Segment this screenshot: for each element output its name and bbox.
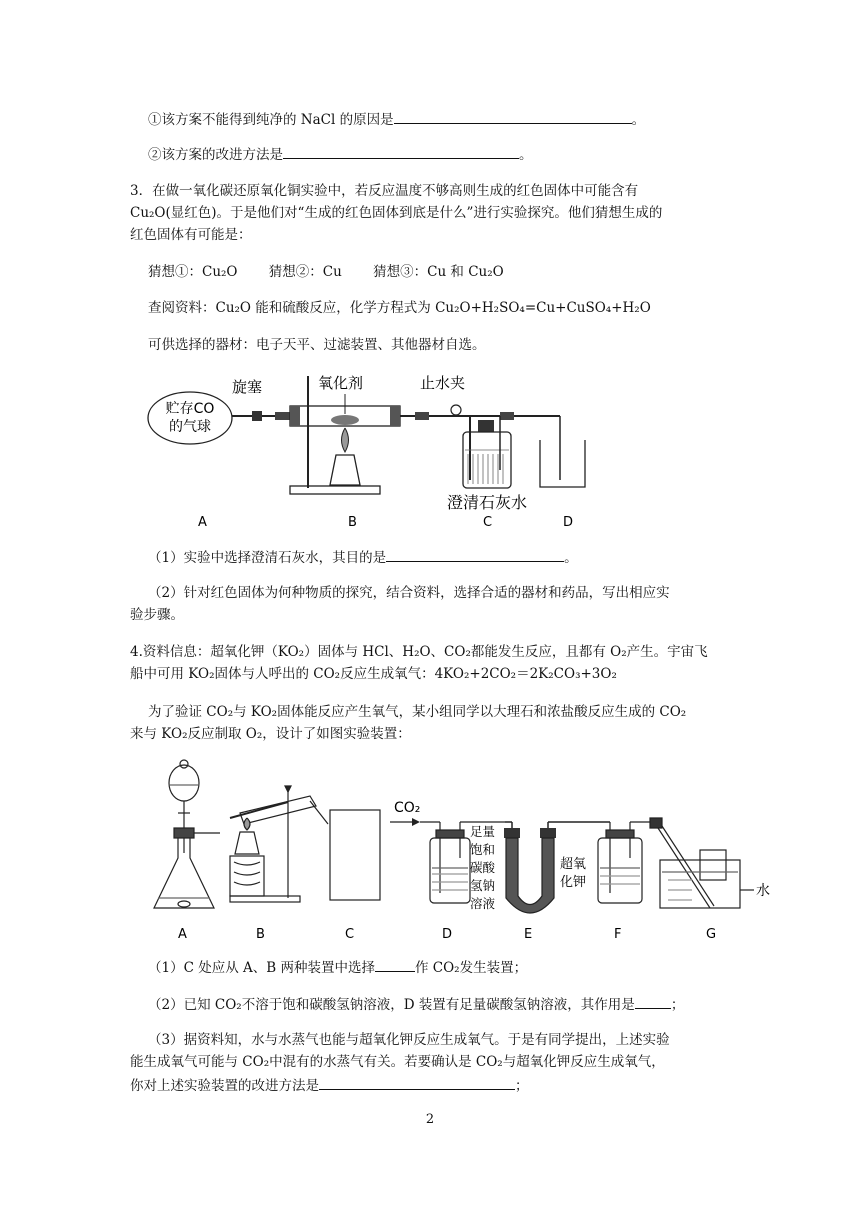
q4-purpose-line1: 为了验证 CO₂与 KO₂固体能反应产生氧气，某小组同学以大理石和浓盐酸反应生成的 CO₂ — [148, 704, 687, 720]
q3-sub1 — [148, 546, 578, 568]
q2-item2-text: ②该方案的改进方法是 — [148, 147, 283, 163]
limewater-liquid — [465, 450, 509, 484]
label-b: B — [348, 515, 357, 530]
co-balloon — [148, 392, 232, 444]
balloon-label-line1: 贮存CO — [165, 401, 215, 417]
valve — [252, 411, 262, 421]
q3-sub1-end: 。 — [564, 550, 578, 566]
label-a: A — [198, 515, 207, 530]
answer-blank[interactable] — [283, 143, 519, 159]
co2-label: CO₂ — [394, 800, 421, 816]
q4-sub3-line3-text: 你对上述实验装置的改进方法是 — [130, 1078, 319, 1094]
q3-intro-line1: 3．在做一氧化碳还原氧化铜实验中，若反应温度不够高则生成的红色固体中可能含有 — [130, 183, 639, 199]
q4-sub2 — [148, 993, 684, 1015]
water-clamp — [451, 405, 461, 415]
flame-icon — [342, 428, 349, 452]
nahco3-label-3: 氢钠 — [470, 878, 496, 893]
q4-sub3-end: ； — [515, 1078, 529, 1094]
ko2-oxygen-apparatus-diagram — [140, 758, 780, 948]
label-d: D — [563, 515, 574, 530]
stopper-left — [290, 406, 300, 426]
nahco3-label-2: 碳酸 — [470, 860, 496, 875]
clamp-label: 止水夹 — [420, 374, 466, 392]
q4-sub3-line2: 能生成氧气可能与 CO₂中混有的水蒸气有关。若要确认是 CO₂与超氧化钾反应生成氧气， — [130, 1054, 665, 1070]
q2-item1-end: 。 — [631, 112, 646, 128]
label-c: C — [345, 927, 355, 942]
rubber-joint — [275, 412, 291, 420]
q3-intro-line3: 红色固体有可能是： — [130, 227, 252, 243]
label-b: B — [256, 927, 265, 942]
q4-sub1-pre: （1）C 处应从 A、B 两种装置中选择 — [148, 960, 375, 976]
q4-sub1 — [148, 956, 527, 978]
q3-sub2-line1: （2）针对红色固体为何种物质的探究，结合资料，选择合适的器材和药品，写出相应实 — [148, 585, 670, 601]
apparatus-a — [154, 760, 220, 908]
rubber-joint-3 — [500, 412, 514, 420]
answer-blank[interactable] — [319, 1074, 515, 1090]
nahco3-label-4: 溶液 — [470, 896, 496, 911]
label-e: E — [524, 927, 533, 942]
apparatus-g — [658, 826, 754, 908]
rubber-joint-2 — [415, 412, 429, 420]
answer-blank[interactable] — [635, 993, 671, 1009]
label-a: A — [178, 927, 187, 942]
beaker — [540, 440, 585, 487]
answer-blank[interactable] — [394, 108, 632, 124]
page-number: 2 — [425, 1112, 435, 1127]
oxidant-label: 氧化剂 — [318, 374, 364, 392]
q3-intro-line2: Cu₂O(显红色)。于是他们对“生成的红色固体到底是什么”进行实验探究。他们猜想生成的 — [130, 205, 663, 221]
q4-purpose-line2: 来与 KO₂反应制取 O₂，设计了如图实验装置： — [130, 726, 411, 742]
alcohol-lamp — [330, 455, 360, 485]
limewater-label: 澄清石灰水 — [447, 493, 528, 512]
apparatus-b — [230, 786, 328, 902]
ko2-label-0: 超氧 — [560, 857, 587, 872]
answer-blank[interactable] — [386, 546, 564, 562]
nahco3-label-1: 饱和 — [470, 842, 496, 857]
label-c: C — [483, 515, 493, 530]
q4-sub3-line1: （3）据资料知，水与水蒸气也能与超氧化钾反应生成氧气。于是有同学提出，上述实验 — [148, 1032, 670, 1048]
apparatus-c-placeholder[interactable] — [330, 810, 380, 900]
q3-sub1-text: （1）实验中选择澄清石灰水，其目的是 — [148, 550, 387, 566]
q4-info-line2: 船中可用 KO₂固体与人呼出的 CO₂反应生成氧气：4KO₂+2CO₂＝2K₂CO₃+3O₂ — [130, 666, 617, 682]
apparatus-e-u-tube — [504, 822, 610, 913]
q3-equipment: 可供选择的器材：电子天平、过滤装置、其他器材自选。 — [148, 337, 486, 353]
q2-item1 — [148, 108, 645, 130]
q4-info-line1: 4.资料信息：超氧化钾（KO₂）固体与 HCl、H₂O、CO₂都能发生反应，且都有 O₂产生。宇宙飞 — [130, 644, 708, 660]
nahco3-label-0: 足量 — [470, 824, 496, 839]
co-reduction-apparatus-diagram — [140, 370, 600, 535]
q2-item2 — [148, 143, 533, 165]
q3-lookup: 查阅资料：Cu₂O 能和硫酸反应，化学方程式为 Cu₂O+H₂SO₄=Cu+CuSO₄+H₂O — [148, 300, 651, 316]
water-label: 水 — [756, 883, 770, 899]
valve-label: 旋塞 — [232, 378, 263, 396]
q4-sub3-line3 — [130, 1074, 529, 1096]
answer-blank[interactable] — [375, 956, 415, 972]
q4-sub1-post: 作 CO₂发生装置； — [414, 960, 528, 976]
stand-base — [290, 486, 380, 494]
label-f: F — [614, 927, 622, 942]
apparatus-f — [598, 818, 662, 903]
q4-sub2-post: ； — [670, 997, 685, 1013]
oxidant-powder — [331, 415, 359, 425]
label-g: G — [706, 927, 717, 942]
ko2-label-1: 化钾 — [560, 875, 587, 890]
q3-guess: 猜想①：Cu₂O 猜想②：Cu 猜想③：Cu 和 Cu₂O — [148, 264, 504, 280]
balloon-label-line2: 的气球 — [169, 419, 211, 435]
label-d: D — [442, 927, 453, 942]
q3-sub2-line2: 验步骤。 — [130, 607, 184, 623]
bottle-stopper — [478, 420, 494, 432]
q4-sub2-pre: （2）已知 CO₂不溶于饱和碳酸氢钠溶液，D 装置有足量碳酸氢钠溶液，其作用是 — [148, 997, 635, 1013]
q2-item1-text: ①该方案不能得到纯净的 NaCl 的原因是 — [148, 112, 394, 128]
arrow-head-icon — [412, 818, 420, 826]
stopper-right — [390, 406, 400, 426]
q2-item2-end: 。 — [519, 147, 533, 163]
